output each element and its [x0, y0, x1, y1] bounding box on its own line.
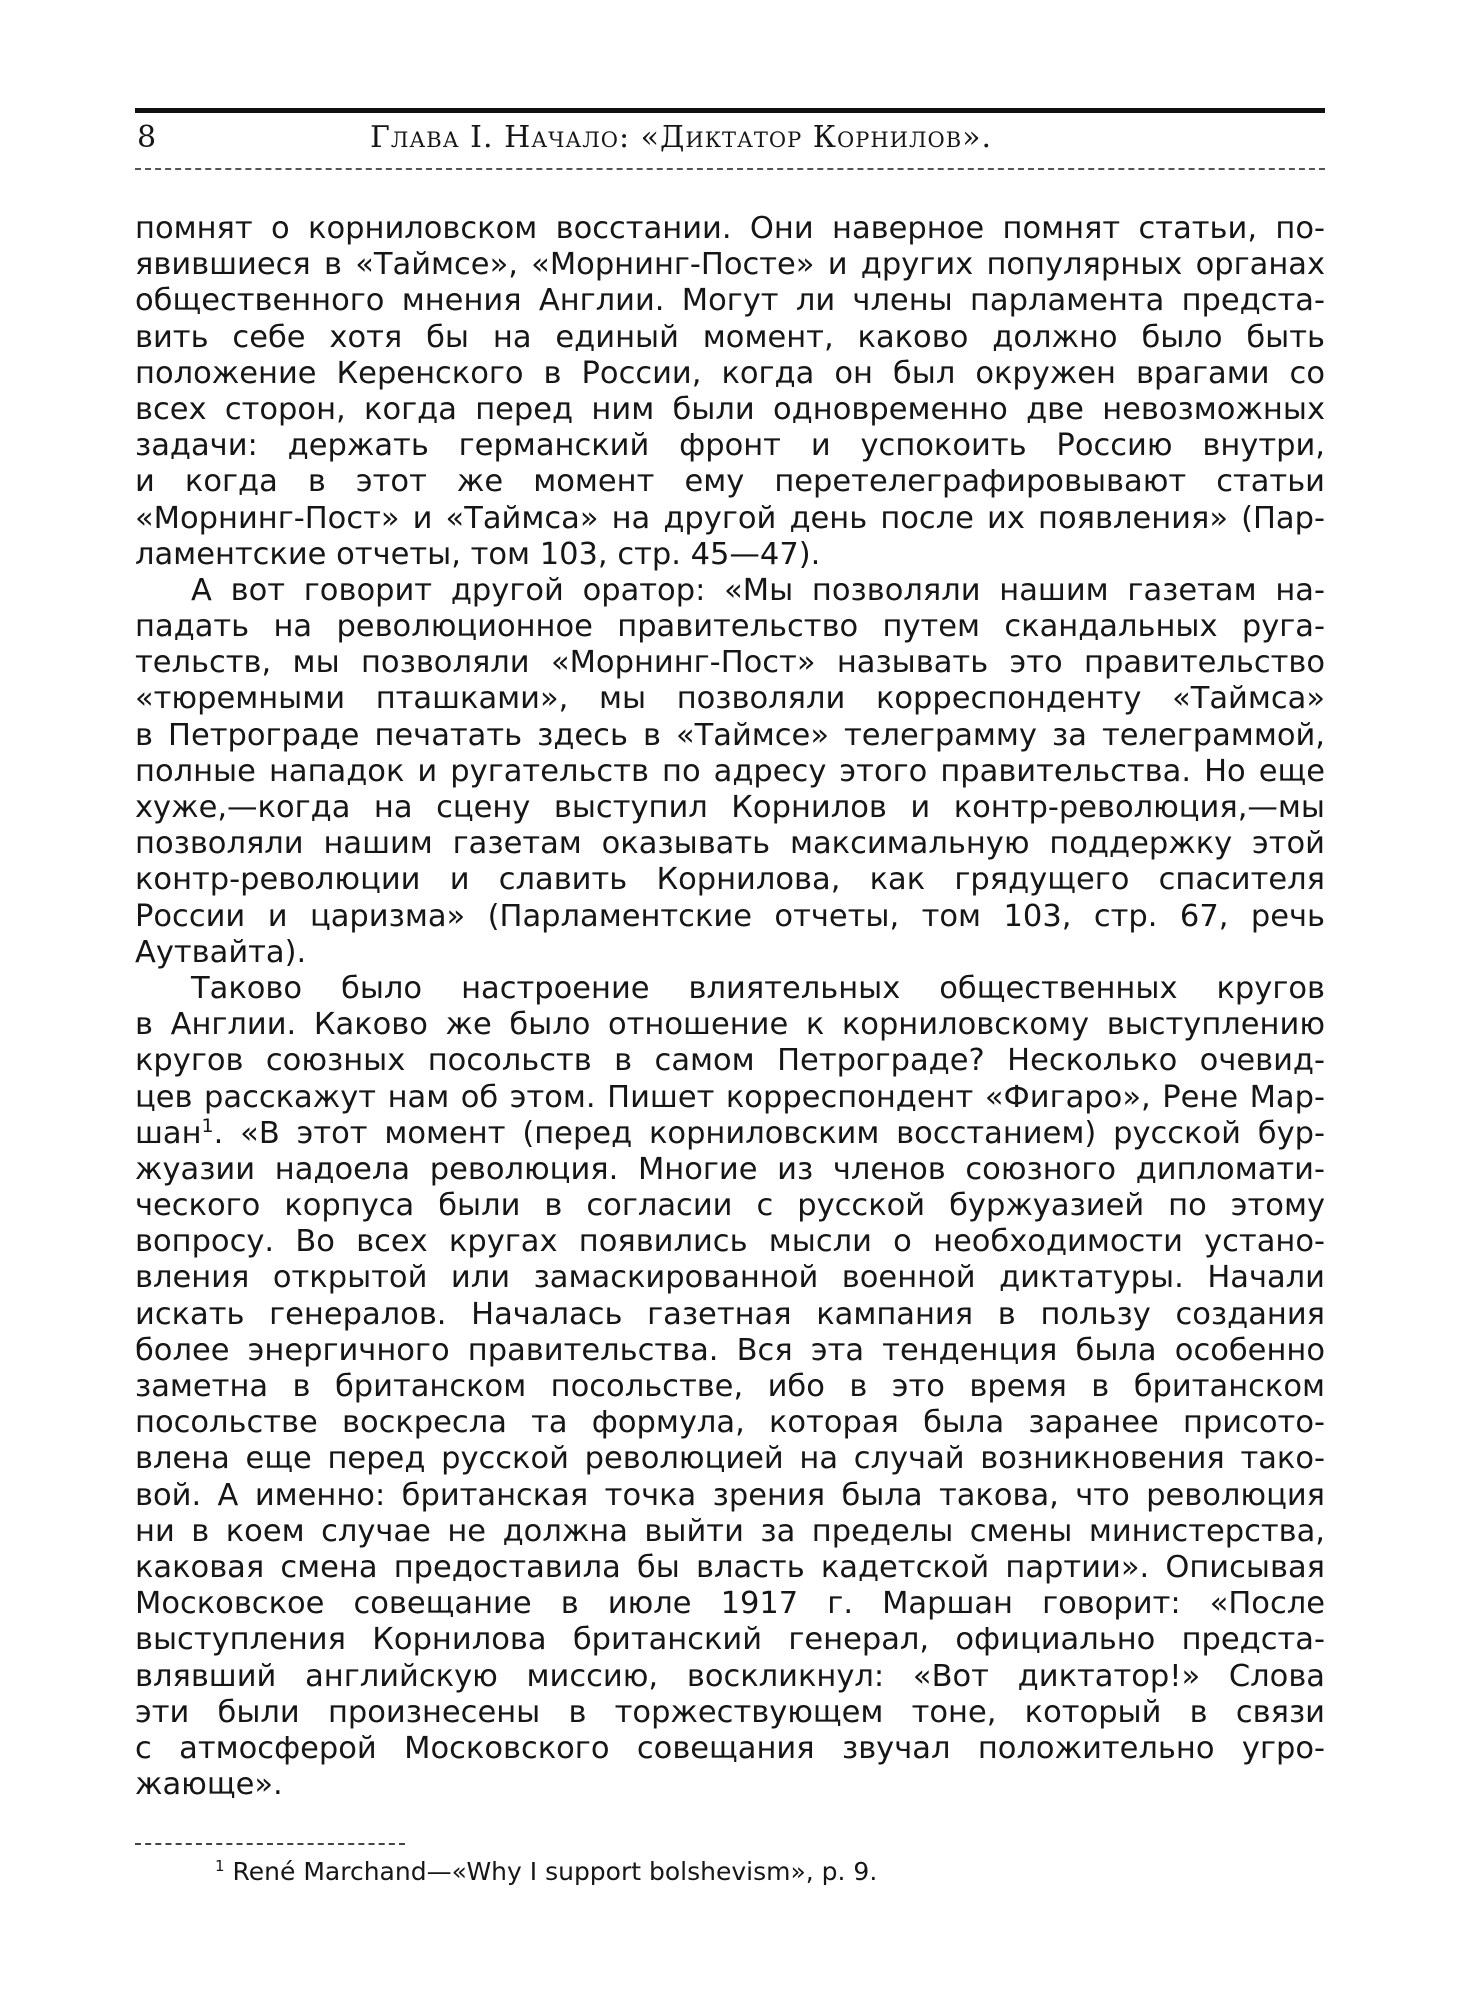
text-line-content: Аутвайта).	[135, 934, 307, 970]
text-line	[135, 1152, 1325, 1188]
footnote-mark: 1	[215, 1856, 225, 1875]
text-line	[135, 573, 1325, 609]
text-line-content: вопросу. Во всех кругах появились мысли о необходимости устано-	[135, 1224, 1325, 1260]
text-line	[135, 1405, 1325, 1441]
text-line	[135, 790, 1325, 826]
text-line-content: Московское совещание в июле 1917 г. Маршан говорит: «После	[135, 1586, 1325, 1622]
text-line	[135, 1188, 1325, 1224]
text-line-content: выступления Корнилова британский генерал, официально предста-	[135, 1622, 1325, 1658]
chapter-title: Глава I. Начало: «Диктатор Корнилов».	[370, 120, 993, 155]
text-line-content: всех сторон, когда перед ним были одновременно две невозможных	[135, 391, 1325, 427]
text-line	[135, 935, 1325, 971]
text-line-content: цев расскажут нам об этом. Пишет корреспондент «Фигаро», Рене Мар-	[135, 1079, 1325, 1115]
text-line	[135, 537, 1325, 573]
text-line	[135, 464, 1325, 500]
text-line	[135, 1260, 1325, 1296]
text-line	[135, 645, 1325, 681]
text-line	[135, 1224, 1325, 1260]
text-line	[135, 899, 1325, 935]
text-line	[135, 428, 1325, 464]
text-line	[135, 1297, 1325, 1333]
text-line-content: и когда в этот же момент ему перетелеграфировывают статьи	[135, 464, 1325, 500]
text-line	[135, 754, 1325, 790]
text-line-content: влена еще перед русской революцией на случай возникновения тако-	[135, 1441, 1325, 1477]
footnote	[215, 1856, 1115, 1888]
text-line-content: А вот говорит другой оратор: «Мы позволяли нашим газетам на-	[191, 572, 1325, 608]
header-rule	[135, 168, 1325, 170]
text-line-content: кругов союзных посольств в самом Петрограде? Несколько очевид-	[135, 1043, 1325, 1079]
text-line	[135, 356, 1325, 392]
text-line-content: вления открытой или замаскированной военной диктатуры. Начали	[135, 1260, 1325, 1296]
text-line	[135, 1007, 1325, 1043]
text-line-content: «Морнинг-Пост» и «Таймса» на другой день после их появления» (Пар-	[135, 500, 1325, 536]
text-line	[135, 1369, 1325, 1405]
text-line-content: России и царизма» (Парламентские отчеты, том 103, стр. 67, речь	[135, 898, 1325, 934]
footnote-rule	[135, 1843, 405, 1845]
text-line-content: искать генералов. Началась газетная кампания в пользу создания	[135, 1296, 1325, 1332]
text-line-content: помнят о корниловском восстании. Они наверное помнят статьи, по-	[135, 211, 1325, 246]
text-line-content: контр-революции и славить Корнилова, как грядущего спасителя	[135, 862, 1325, 898]
text-line	[135, 1043, 1325, 1079]
text-line	[135, 320, 1325, 356]
text-line	[135, 501, 1325, 537]
text-line	[135, 1441, 1325, 1477]
text-line	[135, 1514, 1325, 1550]
text-line-content: в Петрограде печатать здесь в «Таймсе» телеграмму за телеграммой,	[135, 717, 1325, 753]
top-rule	[135, 108, 1325, 113]
text-line	[135, 247, 1325, 283]
text-line-content: жуазии надоела революция. Многие из членов союзного дипломати-	[135, 1151, 1325, 1187]
text-line-continuation: . «В этот момент (перед корниловским восстанием) русской бур-	[213, 1115, 1325, 1151]
footnote-reference: 1	[201, 1114, 214, 1137]
text-line	[135, 1080, 1325, 1116]
text-line	[135, 971, 1325, 1007]
text-line-content: влявший английскую миссию, воскликнул: «Вот диктатор!» Слова	[135, 1658, 1325, 1694]
page-number: 8	[137, 120, 158, 155]
text-line-content: падать на революционное правительство путем скандальных руга-	[135, 609, 1325, 645]
footnote-text: René Marchand—«Why I support bolshevism», p. 9.	[232, 1857, 878, 1886]
text-line-content: жающе».	[135, 1767, 283, 1803]
text-line	[135, 1116, 1325, 1152]
text-line	[135, 1659, 1325, 1695]
text-line-content: хуже,—когда на сцену выступил Корнилов и контр-революция,—мы	[135, 790, 1325, 825]
text-line	[135, 1622, 1325, 1658]
text-line	[135, 718, 1325, 754]
text-line	[135, 283, 1325, 319]
text-line-content: позволяли нашим газетам оказывать максимальную поддержку этой	[135, 826, 1325, 862]
text-line	[135, 862, 1325, 898]
text-line-content: заметна в британском посольстве, ибо в это время в британском	[135, 1369, 1325, 1404]
text-line-content: общественного мнения Англии. Могут ли члены парламента предста-	[135, 283, 1325, 319]
text-line-content: вой. А именно: британская точка зрения была такова, что революция	[135, 1477, 1325, 1513]
text-line-content: полные нападок и ругательств по адресу этого правительства. Но еще	[135, 753, 1325, 789]
text-line-content: положение Керенского в России, когда он был окружен врагами со	[135, 355, 1325, 391]
text-line	[135, 1731, 1325, 1767]
text-line-content: в Англии. Каково же было отношение к корниловскому выступлению	[135, 1007, 1325, 1043]
text-line-content: Таково было настроение влиятельных общественных кругов	[191, 970, 1325, 1006]
text-line	[135, 1550, 1325, 1586]
text-line-content: с атмосферой Московского совещания звучал положительно угро-	[135, 1730, 1325, 1766]
text-line-content: шан	[135, 1115, 202, 1151]
text-line-content: каковая смена предоставила бы власть кадетской партии». Описывая	[135, 1549, 1325, 1585]
text-line	[135, 1478, 1325, 1514]
text-line	[135, 826, 1325, 862]
text-line-content: эти были произнесены в торжествующем тоне, который в связи	[135, 1694, 1325, 1730]
text-line-content: ламентские отчеты, том 103, стр. 45—47).	[135, 536, 821, 572]
text-line	[135, 681, 1325, 717]
body-text	[135, 211, 1325, 1803]
text-line-content: тельств, мы позволяли «Морнинг-Пост» называть это правительство	[135, 645, 1325, 681]
text-line-content: «тюремными пташками», мы позволяли корреспонденту «Таймса»	[135, 681, 1325, 717]
text-line	[135, 211, 1325, 247]
text-line	[135, 1586, 1325, 1622]
text-line	[135, 609, 1325, 645]
text-line-content: явившиеся в «Таймсе», «Морнинг-Посте» и других популярных органах	[135, 247, 1325, 283]
running-head	[135, 120, 1325, 164]
text-line	[135, 392, 1325, 428]
text-line-content: ческого корпуса были в согласии с русской буржуазией по этому	[135, 1188, 1325, 1224]
text-line-content: задачи: держать германский фронт и успокоить Россию внутри,	[135, 428, 1325, 464]
text-line-content: более энергичного правительства. Вся эта тенденция была особенно	[135, 1332, 1325, 1368]
text-line-content: вить себе хотя бы на единый момент, каково должно было быть	[135, 319, 1325, 355]
text-line	[135, 1767, 1325, 1803]
text-line	[135, 1333, 1325, 1369]
text-line-content: посольстве воскресла та формула, которая была заранее присото-	[135, 1405, 1325, 1441]
text-line-content: ни в коем случае не должна выйти за пределы смены министерства,	[135, 1513, 1325, 1549]
text-line	[135, 1695, 1325, 1731]
